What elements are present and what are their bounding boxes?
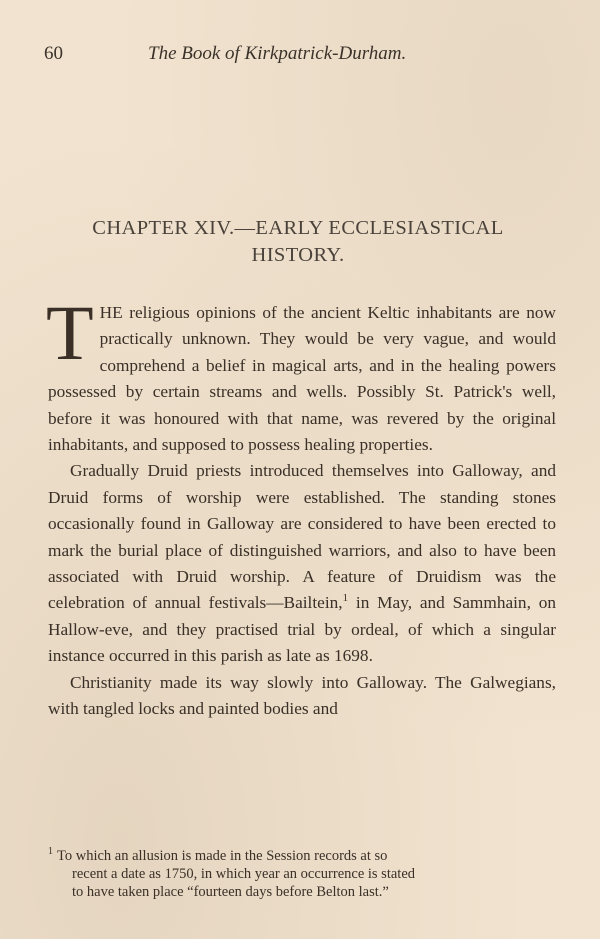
paragraph-2	[48, 458, 556, 669]
paragraph-3	[48, 670, 556, 723]
footnote-marker: 1	[48, 846, 53, 857]
body-text	[46, 289, 556, 723]
paragraph-3-text: Christianity made its way slowly into Galloway. The Galwegians, with tangled locks and painted bodies and	[48, 672, 556, 719]
paragraph-1-text: HE religious opinions of the ancient Keltic inhabitants are now practically unknown. They would be very vague, and would comprehend a belief in magical arts, and in the healing powers possessed by certain streams and wells. Possibly St. Patrick's well, before it was honoured with that name, was revered by the original inhabitants, and supposed to possess healing properties.	[48, 303, 556, 455]
paragraph-2-text-a: Gradually Druid priests introduced themselves into Galloway, and Druid forms of worship were established. The standing stones occasionally found in Galloway are considered to have been erected to mark the burial place of distinguished warriors, and also to have been associated with Druid worship. A feature of Druidism was the celebration of annual festivals—Bailtein,	[48, 461, 556, 613]
footnote-reference: 1	[342, 592, 349, 605]
drop-cap: T	[46, 289, 94, 376]
chapter-title-line-2: HISTORY.	[251, 244, 345, 266]
chapter-title-line-1: CHAPTER XIV.—EARLY ECCLESIASTICAL	[92, 217, 504, 239]
paragraph-2-text-b: in May, and Sammhain, on Hallow-eve, and they practised trial by ordeal, of which a singular instance occurred in this parish as late as 1698.	[48, 593, 556, 666]
footnote-line-1: To which an allusion is made in the Session records at so	[57, 847, 388, 864]
running-title: The Book of Kirkpatrick-Durham.	[148, 43, 407, 64]
chapter-title	[48, 215, 548, 269]
footnote	[48, 843, 556, 901]
footnote-line-2: recent a date as 1750, in which year an occurrence is stated	[72, 865, 416, 882]
footnote-line-3: to have taken place “fourteen days before Belton last.”	[72, 883, 389, 900]
paragraph-1	[46, 289, 556, 458]
page-number: 60	[44, 43, 63, 64]
